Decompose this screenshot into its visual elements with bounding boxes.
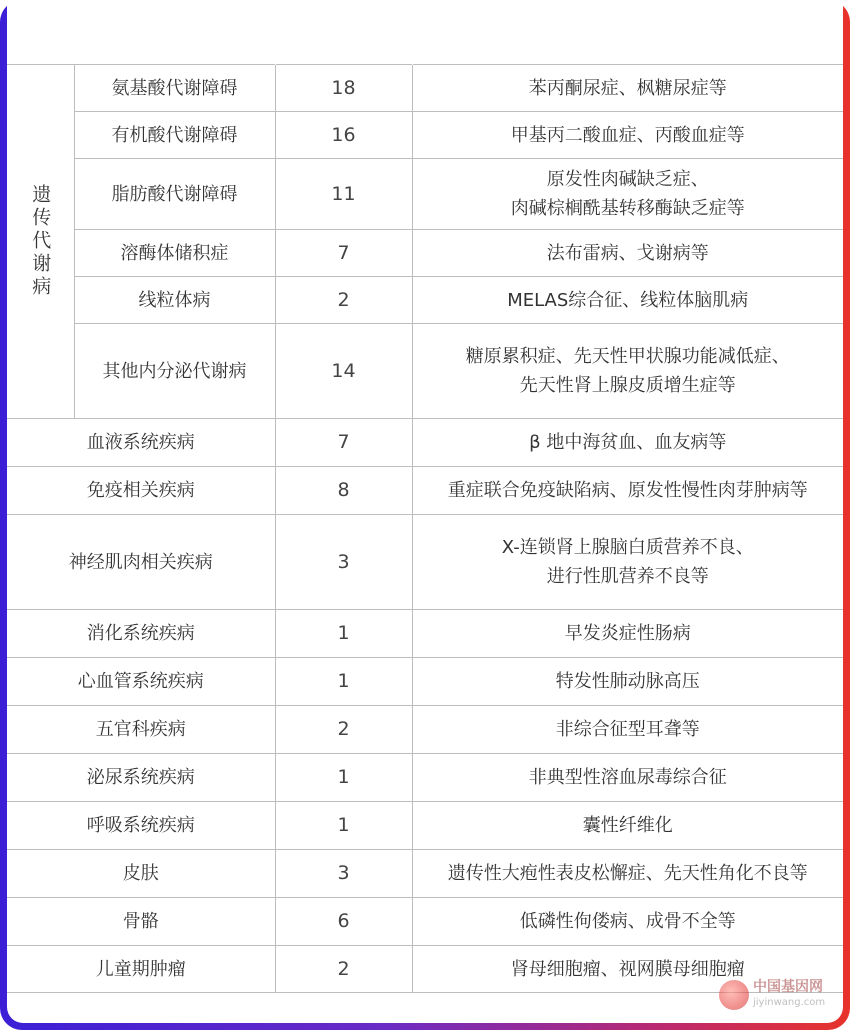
example-line: 早发炎症性肠病 bbox=[564, 623, 691, 644]
examples-cell bbox=[412, 658, 843, 706]
header-row bbox=[7, 0, 843, 65]
table-row bbox=[7, 419, 843, 467]
table-row bbox=[7, 467, 843, 515]
category-name: 五官科疾病 bbox=[7, 706, 275, 754]
category-name: 儿童期肿瘤 bbox=[7, 946, 275, 993]
example-line: 肉碱棕榈酰基转移酶缺乏症等 bbox=[510, 198, 745, 219]
disease-count: 6 bbox=[275, 898, 412, 946]
disease-count: 16 bbox=[275, 112, 412, 159]
example-line: 低磷性佝偻病、成骨不全等 bbox=[519, 911, 736, 932]
table-row bbox=[7, 515, 843, 610]
example-line: 甲基丙二酸血症、丙酸血症等 bbox=[510, 124, 745, 146]
example-line: 重症联合免疫缺陷病、原发性慢性肉芽肿病等 bbox=[447, 480, 808, 501]
disease-table bbox=[7, 0, 843, 993]
table-container bbox=[7, 0, 843, 1023]
subcategory-name: 其他内分泌代谢病 bbox=[74, 324, 275, 419]
category-name: 皮肤 bbox=[7, 850, 275, 898]
category-name: 血液系统疾病 bbox=[7, 419, 275, 467]
table-row bbox=[7, 324, 843, 419]
examples-cell bbox=[412, 515, 843, 610]
examples-cell bbox=[412, 324, 843, 419]
examples-cell bbox=[412, 277, 843, 324]
example-line: 先天性肾上腺皮质增生症等 bbox=[519, 375, 736, 396]
category-name: 消化系统疾病 bbox=[7, 610, 275, 658]
table-body bbox=[7, 65, 843, 993]
disease-count: 7 bbox=[275, 230, 412, 277]
examples-cell bbox=[412, 419, 843, 467]
examples-cell bbox=[412, 159, 843, 230]
header-category: 疾病类别 bbox=[92, 20, 189, 49]
examples-cell bbox=[412, 610, 843, 658]
table-row bbox=[7, 946, 843, 993]
example-line: 进行性肌营养不良等 bbox=[546, 566, 709, 587]
table-row bbox=[7, 277, 843, 324]
disease-count: 14 bbox=[275, 324, 412, 419]
category-name: 心血管系统疾病 bbox=[7, 658, 275, 706]
disease-count: 1 bbox=[275, 658, 412, 706]
table-row bbox=[7, 658, 843, 706]
disease-count: 1 bbox=[275, 754, 412, 802]
disease-count: 1 bbox=[275, 802, 412, 850]
example-line: 肾母细胞瘤、视网膜母细胞瘤 bbox=[510, 958, 745, 980]
example-line: 法布雷病、戈谢病等 bbox=[546, 242, 709, 264]
table-row bbox=[7, 802, 843, 850]
subcategory-name: 有机酸代谢障碍 bbox=[74, 112, 275, 159]
header-examples: 部分疾病示例 bbox=[412, 0, 843, 65]
example-line: 非综合征型耳聋等 bbox=[555, 719, 700, 740]
disease-count: 2 bbox=[275, 946, 412, 993]
table-row bbox=[7, 754, 843, 802]
subcategory-name: 脂肪酸代谢障碍 bbox=[74, 159, 275, 230]
example-line: X-连锁肾上腺脑白质营养不良、 bbox=[501, 537, 754, 558]
table-row bbox=[7, 112, 843, 159]
watermark-name: 中国基因网 bbox=[753, 979, 823, 995]
examples-cell bbox=[412, 754, 843, 802]
disease-count: 18 bbox=[275, 65, 412, 112]
subcategory-name: 溶酶体储积症 bbox=[74, 230, 275, 277]
disease-count: 3 bbox=[275, 515, 412, 610]
examples-cell bbox=[412, 112, 843, 159]
disease-count: 2 bbox=[275, 277, 412, 324]
disease-count: 3 bbox=[275, 850, 412, 898]
category-name: 免疫相关疾病 bbox=[7, 467, 275, 515]
example-line: 特发性肺动脉高压 bbox=[555, 671, 700, 692]
table-row bbox=[7, 159, 843, 230]
example-line: 遗传性大疱性表皮松懈症、先天性角化不良等 bbox=[447, 863, 808, 884]
examples-cell bbox=[412, 65, 843, 112]
table-row bbox=[7, 850, 843, 898]
examples-cell bbox=[412, 850, 843, 898]
example-line: 苯丙酮尿症、枫糖尿症等 bbox=[528, 77, 727, 99]
group-label: 遗传代谢病 bbox=[7, 65, 74, 419]
watermark bbox=[719, 973, 829, 1017]
subcategory-name: 线粒体病 bbox=[74, 277, 275, 324]
disease-count: 11 bbox=[275, 159, 412, 230]
examples-cell bbox=[412, 802, 843, 850]
table-row bbox=[7, 610, 843, 658]
examples-cell bbox=[412, 898, 843, 946]
table-row bbox=[7, 706, 843, 754]
disease-count: 7 bbox=[275, 419, 412, 467]
category-name: 呼吸系统疾病 bbox=[7, 802, 275, 850]
example-line: 原发性肉碱缺乏症、 bbox=[546, 169, 709, 190]
disease-count: 2 bbox=[275, 706, 412, 754]
table-row bbox=[7, 898, 843, 946]
category-name: 泌尿系统疾病 bbox=[7, 754, 275, 802]
examples-cell bbox=[412, 230, 843, 277]
example-line: 囊性纤维化 bbox=[582, 815, 673, 836]
table-row bbox=[7, 65, 843, 112]
example-line: 糖原累积症、先天性甲状腺功能减低症、 bbox=[465, 346, 790, 367]
example-line: β 地中海贫血、血友病等 bbox=[529, 432, 727, 453]
disease-count: 1 bbox=[275, 610, 412, 658]
category-name: 骨骼 bbox=[7, 898, 275, 946]
header-count: 疾病数目 bbox=[275, 0, 412, 65]
watermark-url: jiyinwang.com bbox=[753, 997, 826, 1008]
examples-cell bbox=[412, 467, 843, 515]
disease-count: 8 bbox=[275, 467, 412, 515]
example-line: 非典型性溶血尿毒综合征 bbox=[528, 767, 727, 788]
example-line: MELAS综合征、线粒体脑肌病 bbox=[507, 289, 749, 311]
category-name: 神经肌肉相关疾病 bbox=[7, 515, 275, 610]
watermark-logo-icon bbox=[719, 980, 749, 1010]
subcategory-name: 氨基酸代谢障碍 bbox=[74, 65, 275, 112]
examples-cell bbox=[412, 706, 843, 754]
table-row bbox=[7, 230, 843, 277]
